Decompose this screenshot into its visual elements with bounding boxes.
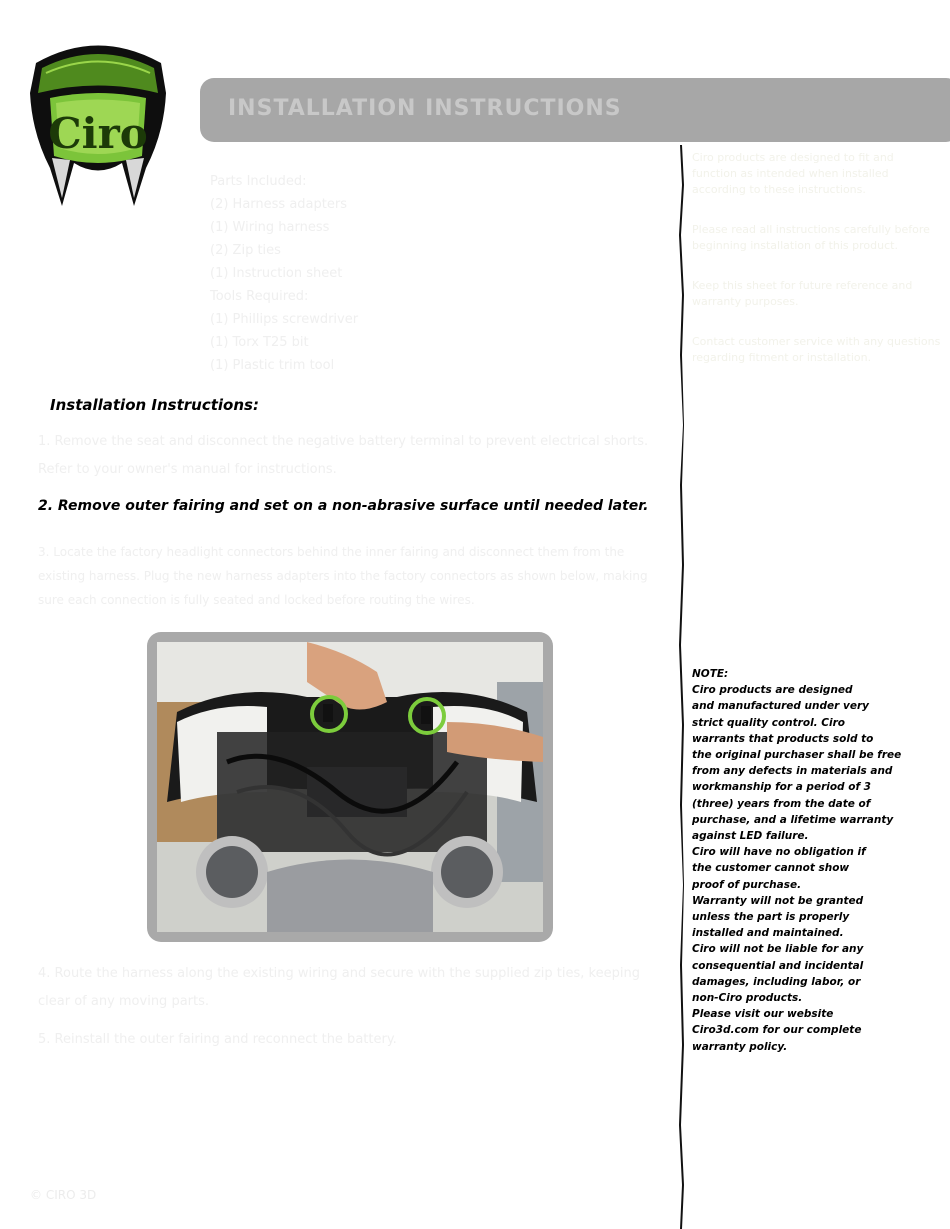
footer-text: © CIRO 3D [30, 1188, 97, 1202]
sidebar-block: Contact customer service with any questions regarding fitment or installation. [692, 335, 941, 364]
sidebar-block: Please read all instructions carefully before beginning installation of this product. [692, 223, 930, 252]
note-line: (three) years from the date of [692, 797, 871, 810]
installation-heading: Installation Instructions: [50, 396, 259, 414]
parts-line: (1) Plastic trim tool [210, 358, 335, 373]
svg-text:Ciro: Ciro [48, 109, 148, 158]
note-line: Ciro will not be liable for any [692, 943, 864, 956]
note-line: against LED failure. [692, 830, 809, 843]
parts-line: Tools Required: [210, 289, 309, 304]
note-line: warrants that products sold to [692, 732, 874, 745]
note-line: Ciro3d.com for our complete [692, 1024, 862, 1037]
motorcycle-fairing-photo [157, 642, 543, 932]
note-line: warranty policy. [692, 1040, 788, 1053]
note-line: Please visit our website [692, 1008, 834, 1021]
parts-line: (1) Instruction sheet [210, 266, 343, 281]
sidebar-notes [692, 150, 942, 390]
note-line: Ciro will have no obligation if [692, 846, 866, 859]
note-line: and manufactured under very [692, 700, 869, 713]
parts-line: (2) Harness adapters [210, 197, 347, 212]
note-line: workmanship for a period of 3 [692, 781, 871, 794]
parts-line: (1) Phillips screwdriver [210, 312, 359, 327]
step-4-text: 4. Route the harness along the existing wiring and secure with the supplied zip ties, keeping clear of any moving parts. [38, 966, 640, 1009]
step-1-text: 1. Remove the seat and disconnect the negative battery terminal to prevent electrical shorts. Refer to your owner's manual for instructions. [38, 434, 649, 477]
step-2-text: 2. Remove outer fairing and set on a non-abrasive surface until needed later. [38, 498, 649, 514]
note-line: unless the part is properly [692, 911, 850, 924]
note-label: NOTE: [692, 668, 729, 680]
parts-line: Parts Included: [210, 174, 307, 189]
note-line: proof of purchase. [692, 878, 802, 891]
title-banner [200, 78, 950, 142]
note-line: non-Ciro products. [692, 992, 803, 1005]
banner-title: INSTALLATION INSTRUCTIONS [228, 96, 622, 121]
note-line: purchase, and a lifetime warranty [692, 813, 894, 826]
step-5-text: 5. Reinstall the outer fairing and reconnect the battery. [38, 1032, 397, 1047]
parts-line: (1) Torx T25 bit [210, 335, 309, 350]
photo-frame [147, 632, 553, 942]
step-3-text: 3. Locate the factory headlight connectors behind the inner fairing and disconnect them from the existing harness. Plug the new harness adapters into the factory connectors as shown below, making sure each connection is fully seated and locked before routing the wires. [38, 545, 648, 607]
note-line: the original purchaser shall be free [692, 749, 902, 762]
note-line: consequential and incidental [692, 959, 864, 972]
note-line: damages, including labor, or [692, 975, 861, 988]
sidebar-block: Keep this sheet for future reference and warranty purposes. [692, 279, 913, 308]
parts-list [210, 170, 630, 377]
note-line: installed and maintained. [692, 927, 844, 940]
note-line: from any defects in materials and [692, 765, 893, 778]
note-line: the customer cannot show [692, 862, 850, 875]
parts-line: (1) Wiring harness [210, 220, 330, 235]
note-line: strict quality control. Ciro [692, 716, 846, 729]
ciro-logo [26, 38, 171, 208]
note-line: Ciro products are designed [692, 684, 853, 697]
sidebar-block: Ciro products are designed to fit and function as intended when installed according to these instructions. [692, 151, 894, 196]
parts-line: (2) Zip ties [210, 243, 281, 258]
note-line: Warranty will not be granted [692, 894, 864, 907]
page-divider [678, 145, 684, 1229]
warranty-note [692, 666, 942, 1055]
